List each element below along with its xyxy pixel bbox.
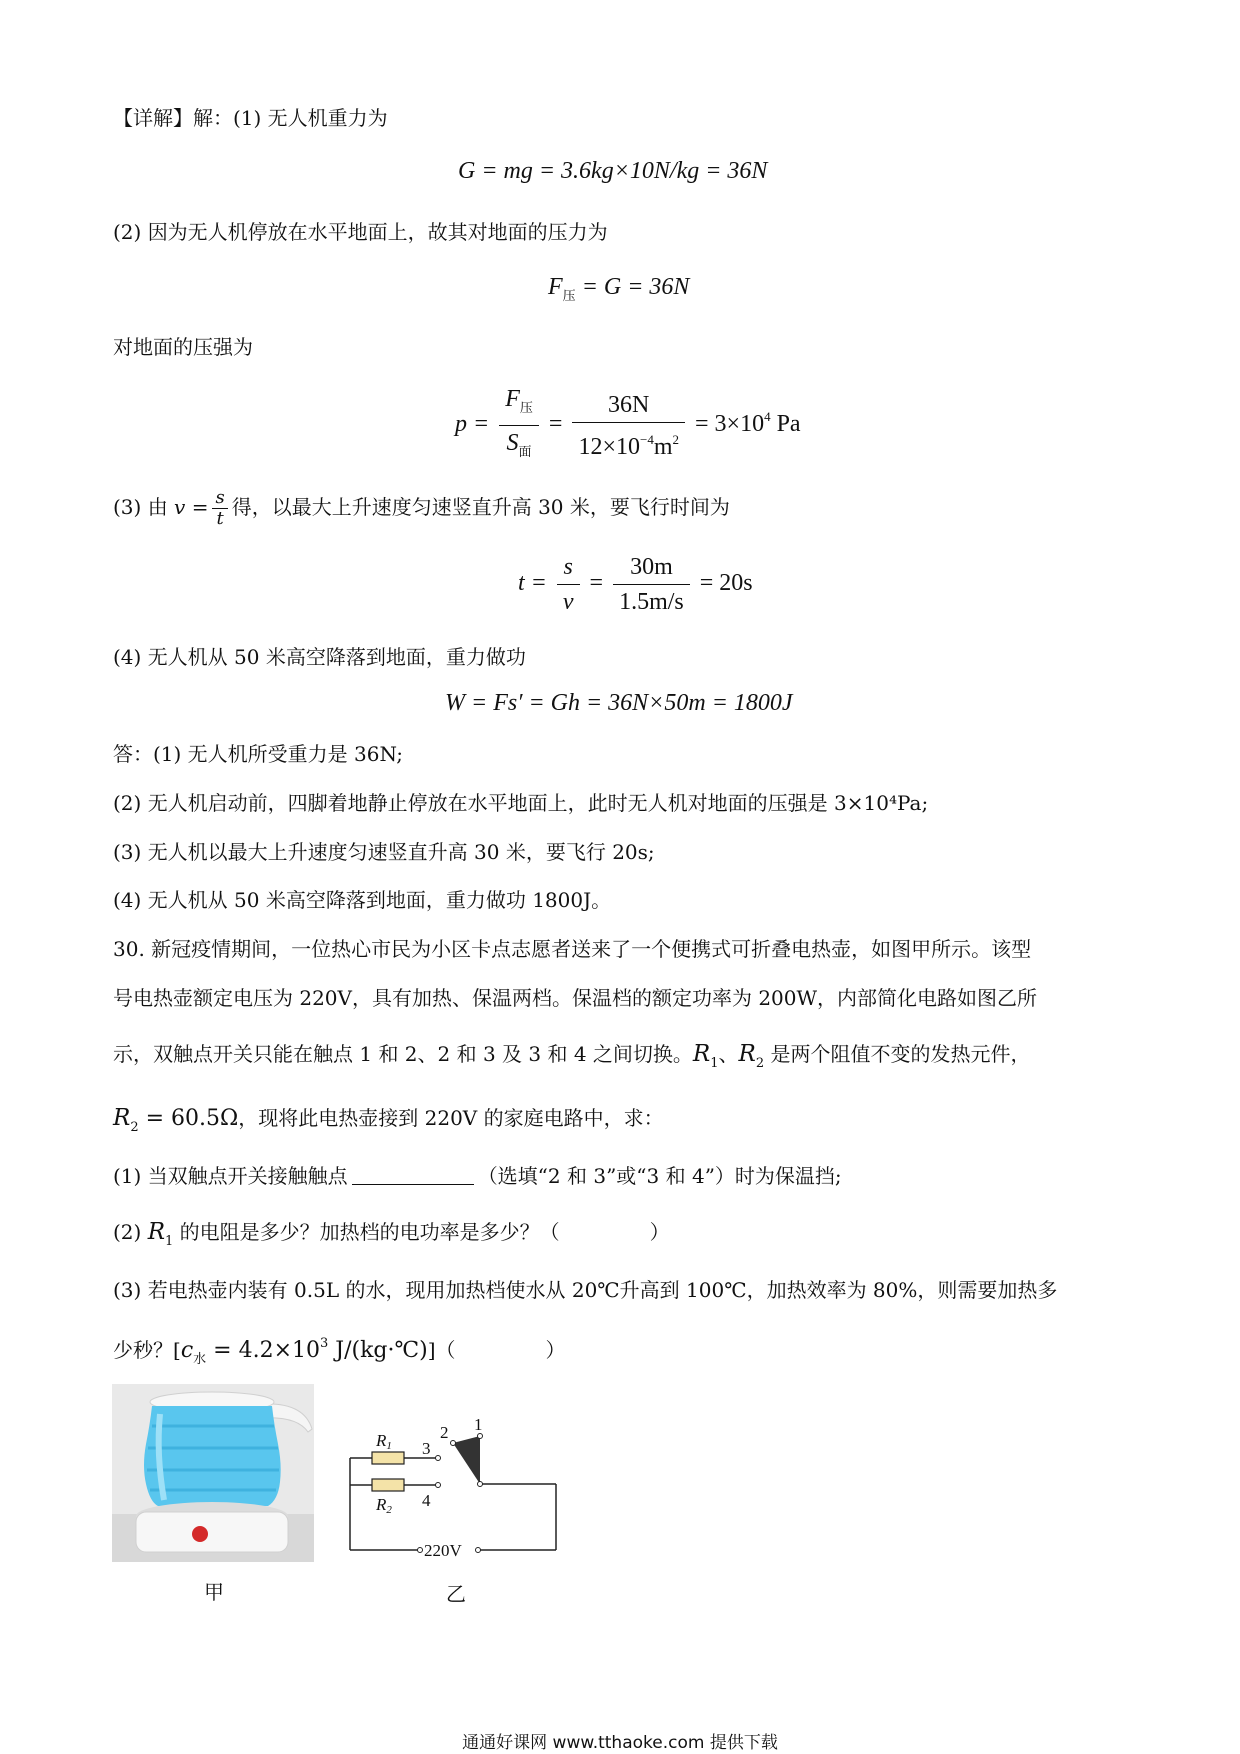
svg-text:220V: 220V bbox=[424, 1541, 462, 1560]
answer-line-2: (2) 无人机启动前，四脚着地静止停放在水平地面上，此时无人机对地面的压强是 3×10⁴Pa; bbox=[113, 791, 929, 815]
svg-text:4: 4 bbox=[422, 1491, 431, 1510]
step-2b-text: 对地面的压强为 bbox=[113, 335, 253, 359]
problem-30-line-1: 30. 新冠疫情期间，一位热心市民为小区卡点志愿者送来了一个便携式可折叠电热壶，如图甲所示。该型 bbox=[113, 937, 1032, 961]
kettle-icon bbox=[112, 1384, 314, 1562]
equation-pressure: p = $\frac{F_压}{S_面}$ = $\frac{36N}{12\times 10^{-4}m^2}$ = $3\times 10^4$ Pa bbox=[455, 386, 801, 460]
kettle-photo bbox=[112, 1384, 314, 1562]
switch-icon bbox=[453, 1436, 480, 1484]
problem-30-line-3: 示，双触点开关只能在触点 1 和 2、2 和 3 及 3 和 4 之间切换。$R_1$、$R_2$ 是两个阻值不变的发热元件， bbox=[113, 1041, 1031, 1071]
step-3-text: (3) 由 v = $\frac{s}{t}$ 得，以最大上升速度匀速竖直升高 30 米，要飞行时间为 bbox=[113, 487, 730, 529]
svg-text:R1: R1 bbox=[376, 1431, 392, 1452]
resistor-r1 bbox=[372, 1452, 404, 1464]
svg-text:1: 1 bbox=[474, 1418, 483, 1434]
figure-caption-a: 甲 bbox=[204, 1580, 224, 1604]
step-2-text: (2) 因为无人机停放在水平地面上，故其对地面的压力为 bbox=[113, 220, 608, 244]
svg-text:2: 2 bbox=[440, 1423, 449, 1442]
answer-line-1: 答：(1) 无人机所受重力是 36N; bbox=[113, 742, 404, 766]
circuit-diagram bbox=[340, 1418, 570, 1578]
answer-blank[interactable] bbox=[352, 1164, 474, 1185]
question-3-line-2: 少秒？[$c_水 = 4.2\times 10^3$ J/(kg·℃)]（ ） bbox=[113, 1336, 566, 1367]
solution-intro: 【详解】解：(1) 无人机重力为 bbox=[113, 106, 388, 130]
problem-30-line-2: 号电热壶额定电压为 220V，具有加热、保温两档。保温档的额定功率为 200W，内部简化电路如图乙所 bbox=[113, 986, 1038, 1010]
page-footer: 通通好课网 www.tthaoke.com 提供下载 bbox=[462, 1733, 778, 1753]
answer-line-4: (4) 无人机从 50 米高空降落到地面，重力做功 1800J。 bbox=[113, 888, 612, 912]
answer-line-3: (3) 无人机以最大上升速度匀速竖直升高 30 米，要飞行 20s; bbox=[113, 840, 655, 864]
svg-text:R2: R2 bbox=[376, 1495, 392, 1516]
step-4-text: (4) 无人机从 50 米高空降落到地面，重力做功 bbox=[113, 645, 526, 669]
question-2: (2) $R_1$ 的电阻是多少？加热档的电功率是多少？（ ） bbox=[113, 1219, 670, 1249]
question-3-line-1: (3) 若电热壶内装有 0.5L 的水，现用加热档使水从 20℃升高到 100℃，加热效率为 80%，则需要加热多 bbox=[113, 1278, 1058, 1302]
figure-caption-b: 乙 bbox=[446, 1582, 466, 1606]
question-1: (1) 当双触点开关接触触点 （选填“2 和 3”或“3 和 4”）时为保温挡; bbox=[113, 1164, 842, 1188]
equation-work: W = Fs′ = Gh = 36N×50m = 1800J bbox=[445, 690, 793, 716]
equation-pressure-force: $F_压 = G = 36N$ bbox=[548, 274, 690, 303]
problem-30-line-4: $R_2 = 60.5\Omega$，现将此电热壶接到 220V 的家庭电路中，求： bbox=[113, 1105, 664, 1135]
svg-text:3: 3 bbox=[422, 1439, 431, 1458]
equation-gravity: G = mg = 3.6kg×10N/kg = 36N bbox=[458, 158, 768, 184]
equation-time: t = $\frac{s}{v}$ = $\frac{30m}{1.5m/s}$ = 20s bbox=[518, 554, 753, 615]
resistor-r2 bbox=[372, 1479, 404, 1491]
